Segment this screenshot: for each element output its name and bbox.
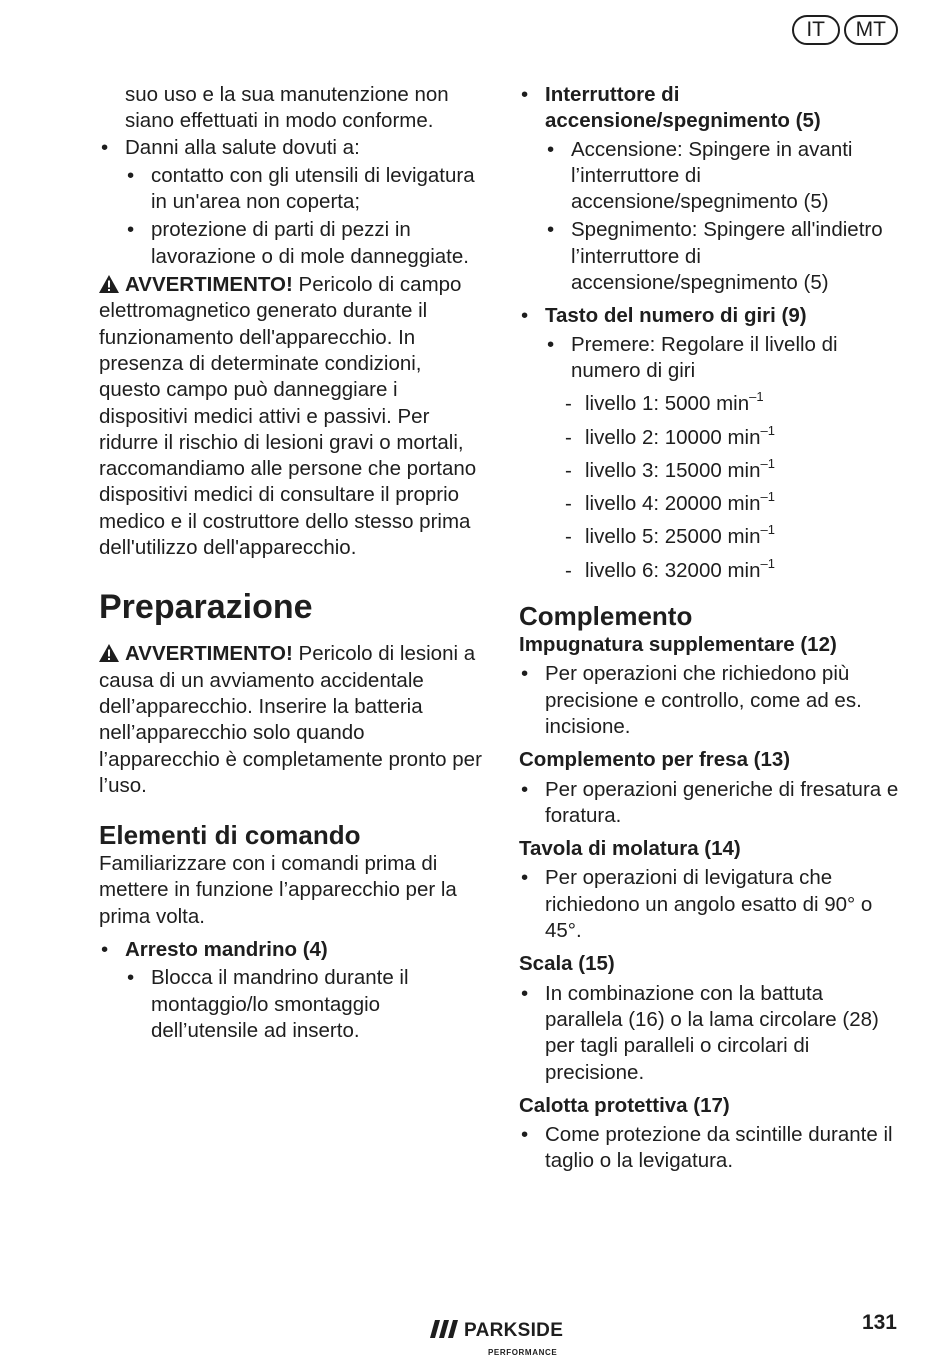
accessory-block: [519, 747, 904, 829]
accessory-list: [519, 777, 904, 830]
speed-unit-exponent: –1: [760, 555, 775, 571]
accessory-block: [519, 951, 904, 1085]
speed-level-text: livello 6: 32000: [585, 558, 722, 582]
list-item: • Spegnimento: Spingere all'indietro l’interruttore di accensione/spegnimento (5): [545, 217, 904, 296]
right-column: [519, 82, 904, 1175]
brand-subtitle: PERFORMANCE: [488, 1348, 558, 1357]
language-badge-it: IT: [792, 15, 840, 45]
warning-text: Pericolo di campo elettromagnetico generato durante il funzionamento dell'apparecchio. In presenza di determinate condizioni, questo campo può danneggiare i dispositivi medici attivi e passivi. Per ridurre il rischio di lesioni gravi o mortali, raccomandiamo alle persone che portano dispositivi medici di consultare il proprio medico e il costruttore dello stesso prima dell'utilizzo dell'apparecchio.: [99, 273, 477, 560]
warning-triangle-icon: [99, 275, 119, 293]
list-item: • protezione di parti di pezzi in lavorazione o di mole danneggiate.: [125, 217, 484, 270]
speed-level: [565, 555, 904, 584]
list-item: • Blocca il mandrino durante il montaggio/lo smontaggio dell’utensile ad inserto.: [125, 965, 484, 1044]
controls-list: [99, 937, 484, 1044]
speed-title: Tasto del numero di giri (9): [545, 304, 807, 328]
section-title-preparazione: Preparazione: [99, 588, 313, 627]
language-badges: [792, 15, 898, 45]
speed-unit-exponent: –1: [749, 389, 764, 405]
accessory-list: [519, 981, 904, 1086]
health-sublist: [125, 163, 484, 270]
accessory-title: Impugnatura supplementare (12): [519, 633, 837, 657]
speed-unit: min: [727, 425, 761, 449]
speed-unit: min: [727, 558, 761, 582]
language-badge-mt: MT: [844, 15, 898, 45]
warning-triangle-icon: [99, 644, 119, 662]
speed-unit-exponent: –1: [760, 522, 775, 538]
warning-text: Pericolo di lesioni a causa di un avviamento accidentale dell’apparecchio. Inserire la batteria nell’apparecchio solo quando l’apparecchio è completamente pronto per l’uso.: [99, 642, 482, 797]
speed-level-text: livello 5: 25000: [585, 525, 722, 549]
speed-level: [565, 391, 904, 417]
spindle-lock-title: Arresto mandrino (4): [125, 938, 328, 962]
list-item: • Premere: Regolare il livello di numero di giri: [545, 332, 904, 385]
list-item: • In combinazione con la battuta parallela (16) o la lama circolare (28) per tagli paralleli o circolari di precisione.: [519, 981, 904, 1086]
parkside-logo: [430, 1318, 590, 1357]
list-item: • Per operazioni che richiedono più precisione e controllo, come ad es. incisione.: [519, 661, 904, 740]
speed-unit-exponent: –1: [760, 489, 775, 505]
switch-title: Interruttore di accensione/spegnimento (5): [545, 83, 821, 133]
speed-level: [565, 491, 904, 517]
list-item: • Accensione: Spingere in avanti l’interruttore di accensione/spegnimento (5): [545, 137, 904, 216]
list-item: [99, 937, 484, 1044]
accessory-list: [519, 1122, 904, 1175]
speed-level-text: livello 1: 5000: [585, 392, 711, 416]
switch-sublist: [545, 137, 904, 297]
page-number: 131: [861, 1311, 897, 1334]
list-item: • Come protezione da scintille durante il taglio o la levigatura.: [519, 1122, 904, 1175]
speed-levels: [565, 391, 904, 584]
speed-unit: min: [716, 392, 750, 416]
health-list: [99, 135, 484, 270]
accessory-title: Calotta protettiva (17): [519, 1093, 730, 1117]
speed-unit: min: [727, 458, 761, 482]
list-item: • contatto con gli utensili di levigatura in un'area non coperta;: [125, 163, 484, 216]
speed-unit: min: [727, 492, 761, 516]
accessory-block: [519, 836, 904, 944]
speed-level-text: livello 3: 15000: [585, 458, 722, 482]
list-item: [519, 303, 904, 584]
list-item: [519, 82, 904, 296]
speed-unit-exponent: –1: [760, 422, 775, 438]
list-item: • Per operazioni di levigatura che richiedono un angolo esatto di 90° o 45°.: [519, 865, 904, 944]
health-item: Danni alla salute dovuti a:: [125, 135, 360, 159]
accessory-block: [519, 632, 904, 740]
speed-level: [565, 524, 904, 550]
switch-list: [519, 82, 904, 584]
speed-unit: min: [727, 525, 761, 549]
spindle-lock-sublist: [125, 965, 484, 1044]
logo-slashes-icon: [430, 1320, 460, 1338]
speed-level: [565, 422, 904, 451]
accessory-title: Tavola di molatura (14): [519, 837, 741, 861]
section-title-complemento: Complemento: [519, 601, 693, 632]
accessory-list: [519, 661, 904, 740]
warning-accidental-start: [99, 641, 484, 799]
brand-name: PARKSIDE: [464, 1320, 564, 1341]
controls-intro: Familiarizzare con i comandi prima di mettere in funzione l’apparecchio per la prima volta.: [99, 852, 457, 928]
speed-level: [565, 455, 904, 484]
speed-unit-exponent: –1: [760, 455, 775, 471]
accessory-block: [519, 1093, 904, 1175]
accessory-title: Scala (15): [519, 952, 615, 976]
accessory-title: Complemento per fresa (13): [519, 748, 791, 772]
speed-sublist: [545, 332, 904, 385]
section-title-controls: Elementi di comando: [99, 820, 361, 851]
warning-electromagnetic: [99, 272, 484, 561]
list-item: [99, 135, 484, 270]
speed-level-text: livello 4: 20000: [585, 492, 722, 516]
warning-label: AVVERTIMENTO!: [125, 642, 293, 666]
accessory-list: [519, 865, 904, 944]
left-column: [99, 82, 484, 1044]
speed-level-text: livello 2: 10000: [585, 425, 722, 449]
intro-continuation: suo uso e la sua manutenzione non siano effettuati in modo conforme.: [125, 83, 449, 133]
list-item: • Per operazioni generiche di fresatura e foratura.: [519, 777, 904, 830]
warning-label: AVVERTIMENTO!: [125, 273, 293, 297]
